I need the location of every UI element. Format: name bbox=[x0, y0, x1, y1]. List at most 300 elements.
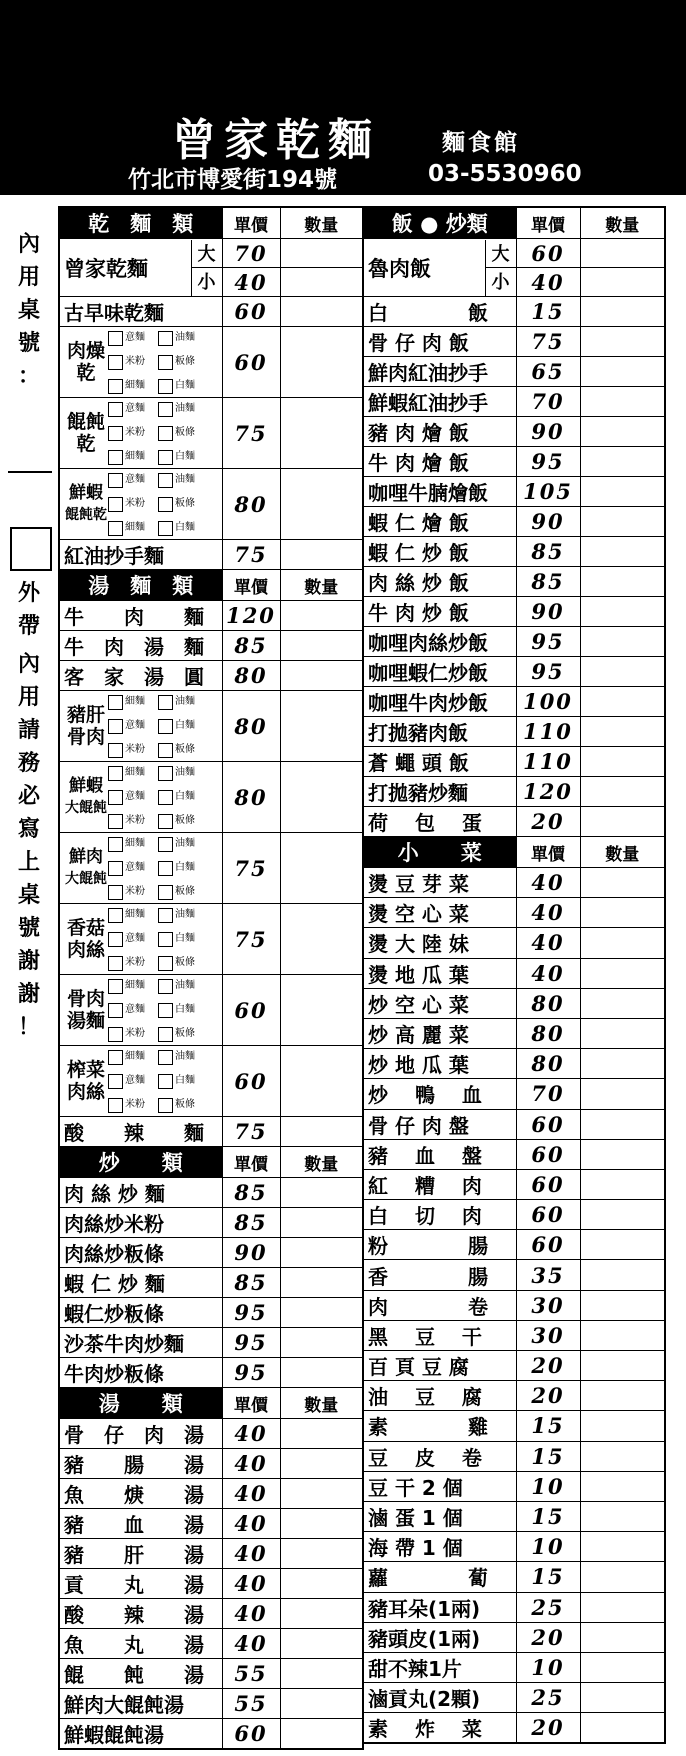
noodle-option-checkbox[interactable] bbox=[158, 1074, 173, 1089]
noodle-option-label: 油麵 bbox=[175, 1051, 195, 1062]
quantity-cell[interactable] bbox=[580, 898, 665, 928]
noodle-option-checkbox[interactable] bbox=[108, 1003, 123, 1018]
quantity-cell[interactable] bbox=[580, 297, 665, 327]
noodle-option-row bbox=[59, 469, 363, 540]
quantity-cell[interactable] bbox=[280, 268, 363, 297]
noodle-option-checkbox[interactable] bbox=[108, 837, 123, 852]
noodle-option-checkbox[interactable] bbox=[158, 1027, 173, 1042]
quantity-cell[interactable] bbox=[580, 928, 665, 958]
noodle-option[interactable] bbox=[158, 856, 208, 880]
noodle-option[interactable] bbox=[158, 398, 208, 422]
noodle-option[interactable] bbox=[158, 714, 208, 738]
quantity-cell[interactable] bbox=[280, 1178, 363, 1208]
menu-item-name: 滷貢丸(2顆) bbox=[363, 1683, 516, 1713]
menu-item-price: 40 bbox=[222, 1479, 280, 1509]
noodle-option-checkbox[interactable] bbox=[108, 402, 123, 417]
noodle-option[interactable] bbox=[108, 738, 158, 762]
noodle-option-checkbox[interactable] bbox=[108, 355, 123, 370]
quantity-cell[interactable] bbox=[280, 1509, 363, 1539]
quantity-cell[interactable] bbox=[280, 1208, 363, 1238]
menu-item-name: 鮮蝦紅油抄手 bbox=[363, 387, 516, 417]
menu-item-name: 魚 焿 湯 bbox=[59, 1479, 222, 1509]
noodle-option-checkbox[interactable] bbox=[108, 426, 123, 441]
noodle-option-checkbox[interactable] bbox=[108, 814, 123, 829]
noodle-option[interactable] bbox=[108, 833, 158, 857]
noodle-option-checkbox[interactable] bbox=[158, 426, 173, 441]
noodle-option-checkbox[interactable] bbox=[158, 402, 173, 417]
noodle-option-checkbox[interactable] bbox=[158, 521, 173, 536]
noodle-option-checkbox[interactable] bbox=[158, 956, 173, 971]
noodle-option[interactable] bbox=[158, 762, 208, 786]
quantity-cell[interactable] bbox=[580, 357, 665, 387]
quantity-cell[interactable] bbox=[280, 1479, 363, 1509]
menu-item-name bbox=[60, 775, 108, 819]
quantity-cell[interactable] bbox=[280, 601, 363, 631]
quantity-cell[interactable] bbox=[580, 1320, 665, 1350]
quantity-column-header: 數量 bbox=[280, 1147, 363, 1178]
noodle-option[interactable] bbox=[158, 1046, 208, 1070]
soups-section-header bbox=[59, 1388, 363, 1419]
noodle-option[interactable] bbox=[158, 975, 208, 999]
quantity-cell[interactable] bbox=[280, 1539, 363, 1569]
menu-item-price: 105 bbox=[516, 477, 580, 507]
menu-item-row bbox=[363, 1652, 665, 1682]
menu-item-name: 蘿 蔔 bbox=[363, 1562, 516, 1592]
menu-item-price: 80 bbox=[516, 1049, 580, 1079]
noodle-option-label: 細麵 bbox=[125, 522, 145, 533]
quantity-cell[interactable] bbox=[580, 1351, 665, 1381]
noodle-option-checkbox[interactable] bbox=[108, 521, 123, 536]
quantity-cell[interactable] bbox=[580, 1622, 665, 1652]
dine-in-note-text: 內 用 請 務 必 寫 上 桌 號 謝 謝 ！ bbox=[17, 652, 40, 1040]
quantity-cell[interactable] bbox=[280, 398, 363, 469]
noodle-option[interactable] bbox=[158, 927, 208, 951]
menu-item-row bbox=[363, 1532, 665, 1562]
quantity-cell[interactable] bbox=[580, 387, 665, 417]
quantity-cell[interactable] bbox=[280, 239, 363, 268]
noodle-option[interactable] bbox=[108, 1046, 158, 1070]
noodle-option[interactable] bbox=[108, 762, 158, 786]
noodle-option-item bbox=[59, 975, 222, 1046]
quantity-cell[interactable] bbox=[280, 762, 363, 833]
menu-item-price: 85 bbox=[516, 567, 580, 597]
noodle-option-label: 米粉 bbox=[125, 427, 145, 438]
menu-item-price: 95 bbox=[222, 1298, 280, 1328]
sides-section-title: 小 菜 bbox=[363, 837, 516, 868]
quantity-cell[interactable] bbox=[580, 627, 665, 657]
noodle-option[interactable] bbox=[108, 809, 158, 833]
noodle-option[interactable] bbox=[158, 998, 208, 1022]
menu-item-price: 35 bbox=[516, 1260, 580, 1290]
menu-item-price: 40 bbox=[222, 1509, 280, 1539]
menu-item-row bbox=[363, 387, 665, 417]
menu-item-name: 肉 絲 炒 飯 bbox=[363, 567, 516, 597]
noodle-option[interactable] bbox=[108, 785, 158, 809]
quantity-cell[interactable] bbox=[280, 1328, 363, 1358]
price-column-header: 單價 bbox=[516, 837, 580, 868]
quantity-cell[interactable] bbox=[580, 988, 665, 1018]
noodle-option[interactable] bbox=[158, 1093, 208, 1117]
quantity-cell[interactable] bbox=[580, 1562, 665, 1592]
menu-item-name-line2: 乾 bbox=[76, 433, 96, 455]
menu-item-price: 70 bbox=[516, 387, 580, 417]
quantity-cell[interactable] bbox=[580, 1200, 665, 1230]
noodle-option-checkbox[interactable] bbox=[108, 473, 123, 488]
noodle-option-checkbox[interactable] bbox=[108, 932, 123, 947]
menu-item-name: 百 頁 豆 腐 bbox=[363, 1351, 516, 1381]
quantity-cell[interactable] bbox=[580, 717, 665, 747]
noodle-option[interactable] bbox=[108, 469, 158, 493]
quantity-cell[interactable] bbox=[580, 477, 665, 507]
quantity-cell[interactable] bbox=[280, 975, 363, 1046]
quantity-cell[interactable] bbox=[580, 1049, 665, 1079]
quantity-cell[interactable] bbox=[280, 1238, 363, 1268]
menu-item-name-line1: 豬肝 bbox=[66, 704, 105, 726]
noodle-option-checkbox[interactable] bbox=[158, 743, 173, 758]
quantity-cell[interactable] bbox=[580, 537, 665, 567]
quantity-cell[interactable] bbox=[580, 1230, 665, 1260]
quantity-cell[interactable] bbox=[280, 327, 363, 398]
quantity-cell[interactable] bbox=[580, 1139, 665, 1169]
noodle-option-checkbox[interactable] bbox=[158, 1050, 173, 1065]
menu-item-row bbox=[363, 1169, 665, 1199]
menu-item-name: 黑 豆 干 bbox=[363, 1320, 516, 1350]
noodle-option-checkbox[interactable] bbox=[108, 719, 123, 734]
menu-item-name: 香 腸 bbox=[363, 1260, 516, 1290]
menu-item-name-line2: 餛飩乾 bbox=[65, 507, 107, 523]
quantity-cell[interactable] bbox=[580, 1652, 665, 1682]
noodle-option[interactable] bbox=[108, 1022, 158, 1046]
menu-item-row bbox=[363, 239, 665, 268]
quantity-cell[interactable] bbox=[280, 469, 363, 540]
menu-item-row bbox=[59, 1629, 363, 1659]
menu-item-row bbox=[363, 928, 665, 958]
quantity-cell[interactable] bbox=[280, 1358, 363, 1388]
noodle-option-checkbox[interactable] bbox=[108, 695, 123, 710]
noodle-option-checkbox[interactable] bbox=[158, 766, 173, 781]
noodle-option[interactable] bbox=[108, 951, 158, 975]
menu-item-row bbox=[363, 1109, 665, 1139]
noodle-option-checkbox[interactable] bbox=[108, 908, 123, 923]
noodle-option-checkbox[interactable] bbox=[158, 355, 173, 370]
quantity-cell[interactable] bbox=[280, 1449, 363, 1479]
noodle-option[interactable] bbox=[158, 492, 208, 516]
menu-item-row bbox=[59, 1117, 363, 1147]
menu-item-price: 15 bbox=[516, 1441, 580, 1471]
menu-item-name: 豬 血 湯 bbox=[59, 1509, 222, 1539]
noodle-option[interactable] bbox=[108, 714, 158, 738]
restaurant-address: 竹北市博愛街194號 bbox=[128, 167, 338, 193]
noodle-option-checkbox[interactable] bbox=[108, 766, 123, 781]
quantity-cell[interactable] bbox=[580, 1018, 665, 1048]
quantity-cell[interactable] bbox=[580, 1501, 665, 1531]
noodle-option[interactable] bbox=[108, 398, 158, 422]
menu-item-name bbox=[60, 340, 108, 384]
noodle-option-checkbox[interactable] bbox=[158, 1098, 173, 1113]
menu-item-price: 95 bbox=[516, 657, 580, 687]
quantity-cell[interactable] bbox=[580, 447, 665, 477]
noodle-option-checkbox[interactable] bbox=[108, 1027, 123, 1042]
menu-item-price: 95 bbox=[516, 447, 580, 477]
menu-item-name: 鮮蝦餛飩湯 bbox=[59, 1719, 222, 1750]
noodle-option[interactable] bbox=[108, 516, 158, 540]
noodle-option-checkbox[interactable] bbox=[158, 790, 173, 805]
quantity-cell[interactable] bbox=[280, 297, 363, 327]
noodle-option-label: 粄條 bbox=[175, 815, 195, 826]
noodle-option[interactable] bbox=[108, 998, 158, 1022]
quantity-cell[interactable] bbox=[580, 417, 665, 447]
menu-item-name bbox=[60, 482, 108, 526]
noodle-option-checkbox[interactable] bbox=[108, 956, 123, 971]
menu-item-name: 曾家乾麵 bbox=[64, 256, 148, 281]
menu-item-row bbox=[363, 1411, 665, 1441]
quantity-cell[interactable] bbox=[280, 540, 363, 570]
noodle-option[interactable] bbox=[158, 469, 208, 493]
noodle-option-label: 意麵 bbox=[125, 1075, 145, 1086]
noodle-option-checkbox[interactable] bbox=[158, 979, 173, 994]
quantity-cell[interactable] bbox=[280, 1298, 363, 1328]
noodle-option[interactable] bbox=[158, 691, 208, 715]
noodle-option[interactable] bbox=[158, 1069, 208, 1093]
menu-item-row bbox=[59, 601, 363, 631]
quantity-column-header: 數量 bbox=[580, 837, 665, 868]
quantity-cell[interactable] bbox=[580, 597, 665, 627]
quantity-cell[interactable] bbox=[580, 1411, 665, 1441]
noodle-option-checkbox[interactable] bbox=[158, 379, 173, 394]
quantity-cell[interactable] bbox=[580, 239, 665, 268]
quantity-cell[interactable] bbox=[280, 1569, 363, 1599]
soups-section-title: 湯 類 bbox=[59, 1388, 222, 1419]
quantity-cell[interactable] bbox=[280, 691, 363, 762]
quantity-cell[interactable] bbox=[280, 833, 363, 904]
noodle-option-checkbox[interactable] bbox=[108, 497, 123, 512]
noodle-option-label: 細麵 bbox=[125, 980, 145, 991]
quantity-cell[interactable] bbox=[580, 807, 665, 837]
menu-item-name: 骨 仔 肉 盤 bbox=[363, 1109, 516, 1139]
menu-item-row bbox=[59, 1178, 363, 1208]
noodle-option[interactable] bbox=[108, 1069, 158, 1093]
quantity-cell[interactable] bbox=[280, 904, 363, 975]
noodle-option-label: 米粉 bbox=[125, 498, 145, 509]
noodle-option[interactable] bbox=[108, 880, 158, 904]
menu-item-name: 燙 空 心 菜 bbox=[363, 898, 516, 928]
noodle-option-checkbox[interactable] bbox=[108, 450, 123, 465]
menu-item-row bbox=[363, 477, 665, 507]
menu-item-row bbox=[59, 1208, 363, 1238]
quantity-cell[interactable] bbox=[580, 687, 665, 717]
noodle-option-checkbox[interactable] bbox=[158, 695, 173, 710]
noodle-option-checkbox[interactable] bbox=[158, 450, 173, 465]
quantity-cell[interactable] bbox=[580, 868, 665, 898]
noodle-option[interactable] bbox=[158, 327, 208, 351]
noodle-option-checkbox[interactable] bbox=[158, 331, 173, 346]
noodle-option-checkbox[interactable] bbox=[108, 379, 123, 394]
quantity-cell[interactable] bbox=[580, 327, 665, 357]
quantity-cell[interactable] bbox=[580, 1532, 665, 1562]
noodle-option[interactable] bbox=[158, 516, 208, 540]
quantity-cell[interactable] bbox=[580, 1471, 665, 1501]
noodle-option-checkbox[interactable] bbox=[158, 719, 173, 734]
quantity-cell[interactable] bbox=[280, 631, 363, 661]
noodle-option[interactable] bbox=[158, 880, 208, 904]
takeout-label bbox=[0, 577, 58, 643]
noodle-option-checkbox[interactable] bbox=[158, 497, 173, 512]
noodle-option[interactable] bbox=[108, 492, 158, 516]
menu-item-price: 10 bbox=[516, 1471, 580, 1501]
noodle-option-checkbox[interactable] bbox=[108, 885, 123, 900]
menu-item-name: 豬 肉 燴 飯 bbox=[363, 417, 516, 447]
noodle-option[interactable] bbox=[158, 904, 208, 928]
dry-noodles-section-title: 乾 麵 類 bbox=[59, 207, 222, 239]
menu-item-price: 30 bbox=[516, 1320, 580, 1350]
quantity-cell[interactable] bbox=[280, 661, 363, 691]
noodle-option-label: 油麵 bbox=[175, 332, 195, 343]
menu-item-row bbox=[363, 1683, 665, 1713]
quantity-cell[interactable] bbox=[280, 1719, 363, 1750]
noodle-option[interactable] bbox=[158, 951, 208, 975]
menu-item-name: 鮮肉大餛飩湯 bbox=[59, 1689, 222, 1719]
menu-item-name-line1: 肉燥 bbox=[66, 340, 105, 362]
noodle-option[interactable] bbox=[158, 785, 208, 809]
noodle-option-checkbox[interactable] bbox=[108, 790, 123, 805]
noodle-option-checkbox[interactable] bbox=[108, 1074, 123, 1089]
size-small-label: 小 bbox=[197, 272, 216, 293]
noodle-option[interactable] bbox=[158, 421, 208, 445]
quantity-cell[interactable] bbox=[580, 1169, 665, 1199]
noodle-option[interactable] bbox=[108, 421, 158, 445]
quantity-cell[interactable] bbox=[280, 1689, 363, 1719]
menu-item-name: 豬 肝 湯 bbox=[59, 1539, 222, 1569]
quantity-cell[interactable] bbox=[580, 567, 665, 597]
noodle-option-label: 粄條 bbox=[175, 356, 195, 367]
quantity-cell[interactable] bbox=[580, 657, 665, 687]
noodle-option-checkbox[interactable] bbox=[108, 743, 123, 758]
menu-item-price: 20 bbox=[516, 1622, 580, 1652]
noodle-options bbox=[108, 904, 208, 975]
quantity-cell[interactable] bbox=[580, 1683, 665, 1713]
quantity-cell[interactable] bbox=[580, 1381, 665, 1411]
quantity-cell[interactable] bbox=[280, 1268, 363, 1298]
menu-item-row bbox=[363, 1139, 665, 1169]
menu-item-price: 60 bbox=[222, 327, 280, 398]
menu-item-row bbox=[363, 327, 665, 357]
menu-item-price: 60 bbox=[516, 1169, 580, 1199]
menu-item-price: 40 bbox=[222, 1569, 280, 1599]
menu-item-name: 紅油抄手麵 bbox=[59, 540, 222, 570]
noodle-option-label: 白麵 bbox=[175, 862, 195, 873]
takeout-checkbox[interactable] bbox=[10, 527, 52, 571]
menu-item-row bbox=[59, 1689, 363, 1719]
noodle-option[interactable] bbox=[108, 904, 158, 928]
noodle-option-checkbox[interactable] bbox=[158, 908, 173, 923]
sized-item-cell bbox=[363, 239, 516, 297]
noodle-option-label: 白麵 bbox=[175, 720, 195, 731]
noodle-option[interactable] bbox=[158, 374, 208, 398]
noodle-option[interactable] bbox=[158, 350, 208, 374]
quantity-cell[interactable] bbox=[280, 1046, 363, 1117]
menu-item-row bbox=[363, 417, 665, 447]
noodle-option[interactable] bbox=[108, 1093, 158, 1117]
noodle-option-checkbox[interactable] bbox=[108, 979, 123, 994]
noodle-options bbox=[108, 691, 208, 762]
quantity-cell[interactable] bbox=[580, 268, 665, 297]
quantity-column-header: 數量 bbox=[280, 207, 363, 239]
noodle-option[interactable] bbox=[158, 809, 208, 833]
quantity-cell[interactable] bbox=[580, 958, 665, 988]
noodle-option-row bbox=[59, 1046, 363, 1117]
noodle-option[interactable] bbox=[158, 833, 208, 857]
noodle-option-checkbox[interactable] bbox=[108, 1050, 123, 1065]
quantity-cell[interactable] bbox=[280, 1659, 363, 1689]
table-number-label bbox=[0, 228, 58, 393]
quantity-cell[interactable] bbox=[580, 1713, 665, 1744]
quantity-cell[interactable] bbox=[280, 1419, 363, 1449]
quantity-cell[interactable] bbox=[580, 1290, 665, 1320]
noodle-option-checkbox[interactable] bbox=[158, 861, 173, 876]
noodle-option-row bbox=[59, 904, 363, 975]
noodle-option-checkbox[interactable] bbox=[108, 331, 123, 346]
noodle-option[interactable] bbox=[108, 374, 158, 398]
noodle-option[interactable] bbox=[108, 927, 158, 951]
quantity-cell[interactable] bbox=[580, 1441, 665, 1471]
quantity-cell[interactable] bbox=[580, 777, 665, 807]
table-number-line[interactable] bbox=[8, 471, 52, 473]
noodle-option-checkbox[interactable] bbox=[108, 1098, 123, 1113]
quantity-cell[interactable] bbox=[280, 1117, 363, 1147]
menu-item-name: 蝦仁炒粄條 bbox=[59, 1298, 222, 1328]
noodle-option-item bbox=[59, 1046, 222, 1117]
noodle-option-checkbox[interactable] bbox=[158, 932, 173, 947]
noodle-option-checkbox[interactable] bbox=[158, 473, 173, 488]
quantity-cell[interactable] bbox=[280, 1599, 363, 1629]
noodle-option-label: 油麵 bbox=[175, 696, 195, 707]
noodle-option-checkbox[interactable] bbox=[108, 861, 123, 876]
noodle-option[interactable] bbox=[158, 1022, 208, 1046]
menu-item-name: 咖哩肉絲炒飯 bbox=[363, 627, 516, 657]
noodle-option-checkbox[interactable] bbox=[158, 814, 173, 829]
quantity-cell[interactable] bbox=[580, 1079, 665, 1109]
noodle-option[interactable] bbox=[158, 738, 208, 762]
menu-item-row bbox=[363, 1018, 665, 1048]
quantity-cell[interactable] bbox=[580, 1260, 665, 1290]
noodle-option-label: 油麵 bbox=[175, 909, 195, 920]
sides-section-header bbox=[363, 837, 665, 868]
noodle-option-label: 油麵 bbox=[175, 767, 195, 778]
noodle-option-checkbox[interactable] bbox=[158, 837, 173, 852]
noodle-option[interactable] bbox=[108, 327, 158, 351]
menu-item-name: 鮮肉紅油抄手 bbox=[363, 357, 516, 387]
noodle-option[interactable] bbox=[158, 445, 208, 469]
noodle-option-label: 細麵 bbox=[125, 696, 145, 707]
noodle-option[interactable] bbox=[108, 445, 158, 469]
quantity-cell[interactable] bbox=[580, 1592, 665, 1622]
quantity-cell[interactable] bbox=[280, 1629, 363, 1659]
noodle-option[interactable] bbox=[108, 975, 158, 999]
noodle-option-label: 米粉 bbox=[125, 957, 145, 968]
noodle-option-label: 粄條 bbox=[175, 427, 195, 438]
quantity-cell[interactable] bbox=[580, 507, 665, 537]
noodle-option-checkbox[interactable] bbox=[158, 885, 173, 900]
menu-item-name: 荷 包 蛋 bbox=[363, 807, 516, 837]
menu-item-name-line2: 大餛飩 bbox=[65, 800, 107, 816]
quantity-cell[interactable] bbox=[580, 1109, 665, 1139]
quantity-cell[interactable] bbox=[580, 747, 665, 777]
noodle-option[interactable] bbox=[108, 350, 158, 374]
noodle-option[interactable] bbox=[108, 691, 158, 715]
noodle-option-row bbox=[59, 833, 363, 904]
noodle-option-checkbox[interactable] bbox=[158, 1003, 173, 1018]
noodle-option[interactable] bbox=[108, 856, 158, 880]
